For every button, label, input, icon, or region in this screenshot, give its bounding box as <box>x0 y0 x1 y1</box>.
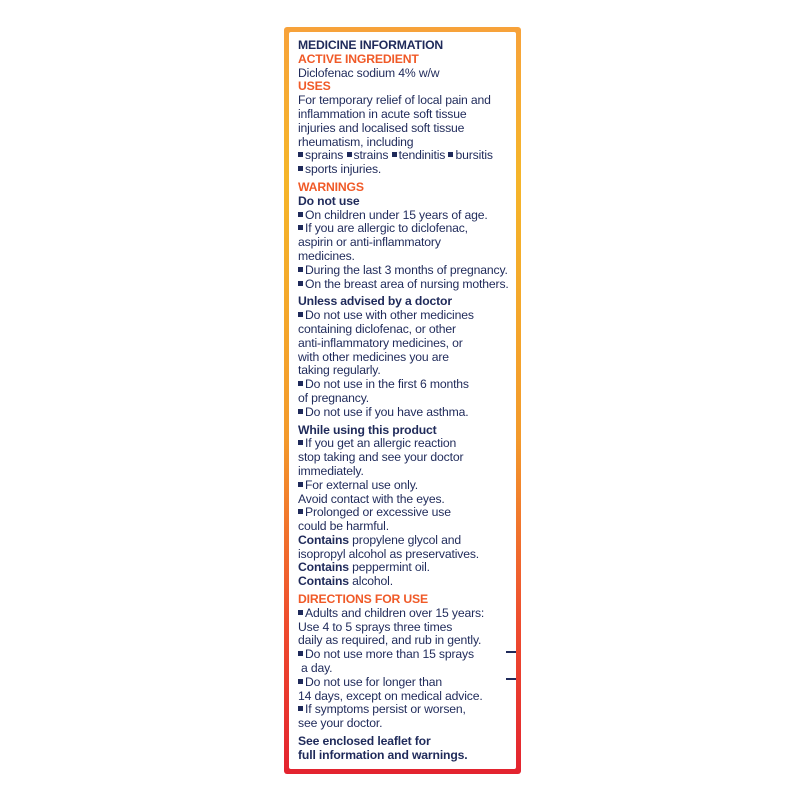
uses-line: rheumatism, including <box>298 134 414 149</box>
uses-bullet-row <box>298 163 516 177</box>
contains-line-cont: isopropyl alcohol as preservatives. <box>298 546 480 561</box>
warning-item-cont: anti-inflammatory medicines, or <box>298 335 463 350</box>
contains-line: Contains alcohol. <box>298 574 393 589</box>
bullet-icon <box>298 267 303 272</box>
warning-item-cont: of pregnancy. <box>298 390 369 405</box>
bullet-icon <box>298 212 303 217</box>
direction-item: If symptoms persist or worsen, <box>298 703 516 717</box>
bullet-icon <box>298 312 303 317</box>
active-ingredient-text: Diclofenac sodium 4% w/w <box>298 65 440 80</box>
warning-item: If you are allergic to diclofenac, <box>298 222 516 236</box>
unless-advised-heading: Unless advised by a doctor <box>298 294 452 309</box>
warning-item-cont: medicines. <box>298 248 355 263</box>
bullet-icon <box>298 509 303 514</box>
uses-bullet: tendinitis <box>398 148 446 163</box>
bullet-icon <box>298 679 303 684</box>
warning-item: Do not use if you have asthma. <box>298 406 516 420</box>
warning-item: Prolonged or excessive use <box>298 506 516 520</box>
bullet-icon <box>298 225 303 230</box>
warning-item: If you get an allergic reaction <box>298 437 516 451</box>
warning-item-cont: with other medicines you are <box>298 349 449 364</box>
page-title: MEDICINE INFORMATION <box>298 38 444 52</box>
uses-heading: USES <box>298 79 331 94</box>
bullet-icon <box>298 706 303 711</box>
contains-label: Contains <box>298 532 349 547</box>
do-not-use-heading: Do not use <box>298 193 360 208</box>
direction-item-cont: 14 days, except on medical advice. <box>298 688 483 703</box>
bullet-icon <box>298 610 303 615</box>
direction-item: Do not use more than 15 sprays <box>298 648 516 662</box>
active-ingredient-heading: ACTIVE INGREDIENT <box>298 51 419 66</box>
directions-heading: DIRECTIONS FOR USE <box>298 592 429 607</box>
warning-item-cont: Avoid contact with the eyes. <box>298 491 445 506</box>
uses-bullet: strains <box>353 148 389 163</box>
bullet-icon <box>298 381 303 386</box>
warning-item: On children under 15 years of age. <box>298 209 516 223</box>
uses-bullet: bursitis <box>455 148 493 163</box>
warning-item: For external use only. <box>298 479 516 493</box>
bullet-icon <box>392 152 397 157</box>
warnings-heading: WARNINGS <box>298 179 364 194</box>
bullet-icon <box>298 409 303 414</box>
warning-item-cont: taking regularly. <box>298 363 381 378</box>
contains-line: Contains propylene glycol and <box>298 532 461 547</box>
warning-item: On the breast area of nursing mothers. <box>298 278 516 292</box>
warning-item-cont: could be harmful. <box>298 519 389 534</box>
bullet-icon <box>298 152 303 157</box>
direction-item-cont: a day. <box>301 661 333 676</box>
warning-item: Do not use in the first 6 months <box>298 378 516 392</box>
bullet-icon <box>298 651 303 656</box>
uses-line: inflammation in acute soft tissue <box>298 106 467 121</box>
while-using-heading: While using this product <box>298 422 437 437</box>
bullet-icon <box>298 440 303 445</box>
direction-item-cont: Use 4 to 5 sprays three times <box>298 619 453 634</box>
warning-item-cont: stop taking and see your doctor <box>298 450 464 465</box>
uses-bullet: sports injuries. <box>305 162 382 177</box>
contains-label: Contains <box>298 574 349 589</box>
bullet-icon <box>298 281 303 286</box>
footer-note: See enclosed leaflet for <box>298 734 431 749</box>
bullet-icon <box>347 152 352 157</box>
warning-item: During the last 3 months of pregnancy. <box>298 264 516 278</box>
contains-label: Contains <box>298 560 349 575</box>
bullet-icon <box>298 166 303 171</box>
contains-line: Contains peppermint oil. <box>298 560 430 575</box>
uses-bullet: sprains <box>305 148 344 163</box>
medicine-information-content <box>298 39 516 763</box>
warning-item: Do not use with other medicines <box>298 309 516 323</box>
uses-line: injuries and localised soft tissue <box>298 120 465 135</box>
direction-item-cont: daily as required, and rub in gently. <box>298 633 482 648</box>
direction-item: Do not use for longer than <box>298 676 516 690</box>
uses-line: For temporary relief of local pain and <box>298 93 491 108</box>
warning-item-cont: immediately. <box>298 463 364 478</box>
footer-note: full information and warnings. <box>298 747 468 762</box>
uses-bullet-row <box>298 149 516 163</box>
bullet-icon <box>448 152 453 157</box>
warning-item-cont: containing diclofenac, or other <box>298 321 456 336</box>
warning-item-cont: aspirin or anti-inflammatory <box>298 235 441 250</box>
direction-item-cont: see your doctor. <box>298 716 383 731</box>
direction-item: Adults and children over 15 years: <box>298 607 516 621</box>
bullet-icon <box>298 482 303 487</box>
